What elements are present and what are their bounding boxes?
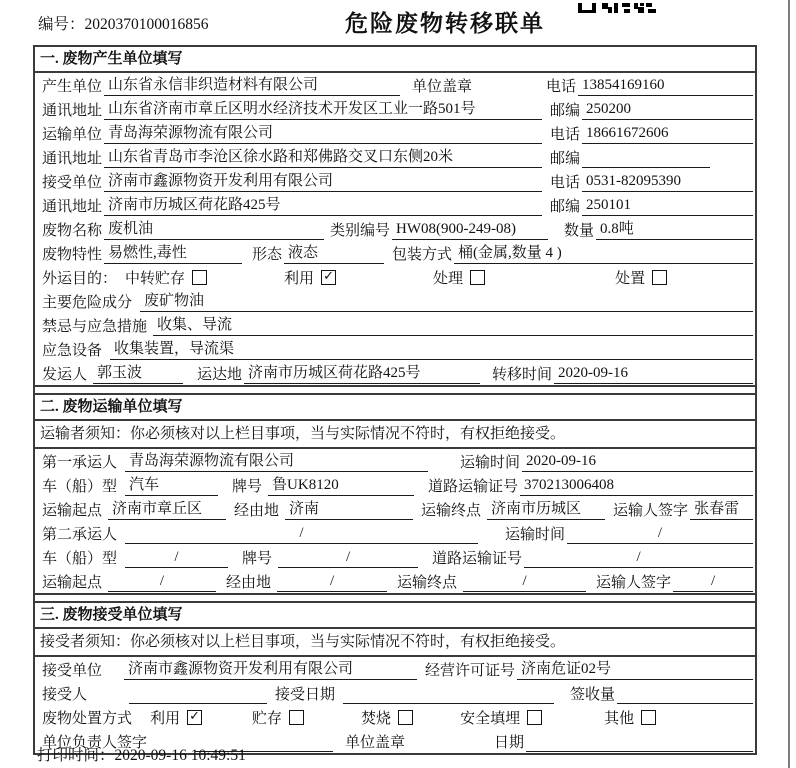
field-label: 第一承运人 [42, 454, 118, 471]
row-transport-unit [35, 121, 755, 145]
waste-traits-value: 易燃性,毒性 [104, 243, 242, 264]
checkbox-disposal-other [641, 710, 656, 725]
row-transport-address [35, 145, 755, 169]
section-divider [35, 593, 755, 601]
field-label: 牌号 [232, 478, 263, 495]
field-label: 通讯地址 [42, 150, 103, 167]
checkbox-disposal-storage [289, 710, 304, 725]
field-label: 邮编 [550, 198, 581, 215]
field-label: 电话 [546, 78, 577, 95]
field-label: 运达地 [197, 366, 243, 383]
row-waste-traits [35, 241, 755, 265]
field-label: 运输单位 [42, 126, 103, 143]
sign-date-value [526, 731, 753, 752]
first-transport-time-value: 2020-09-16 [522, 451, 753, 472]
waste-code-value: HW08(900-249-08) [392, 219, 548, 240]
row-first-route [35, 497, 755, 521]
field-label: 包装方式 [392, 246, 453, 263]
field-label: 转移时间 [492, 366, 553, 383]
row-waste-name [35, 217, 755, 241]
field-label: 接受单位 [42, 662, 103, 679]
disposal-option-label: 贮存 [252, 710, 283, 727]
field-label: 第二承运人 [42, 526, 118, 543]
scan-page-edge [788, 0, 790, 768]
receiver-zip-value: 250101 [582, 195, 753, 216]
first-carrier-value: 青岛海荣源物流有限公司 [125, 451, 428, 472]
field-label: 废物特性 [42, 246, 103, 263]
checkbox-transfer-storage [192, 270, 207, 285]
emergency-equipment-value: 收集装置，导流渠 [110, 339, 753, 360]
second-transporter-signature: / [673, 571, 753, 592]
row-accepting-unit [35, 657, 755, 681]
field-label: 经由地 [226, 574, 272, 591]
first-permit-value: 370213006408 [520, 475, 753, 496]
field-label: 通讯地址 [42, 198, 103, 215]
checkbox-disposal-utilize: ✓ [187, 710, 202, 725]
transport-phone-value: 18661672606 [582, 123, 753, 144]
purpose-option-label: 处理 [433, 270, 464, 287]
checkbox-disposal-incinerate [398, 710, 413, 725]
field-label: 类别编号 [330, 222, 391, 239]
row-taboo-measures [35, 313, 755, 337]
accepting-person-value [129, 683, 267, 704]
purpose-option-label: 中转贮存 [125, 270, 186, 287]
doc-number [38, 12, 209, 34]
field-label: 电话 [550, 126, 581, 143]
field-label: 牌号 [242, 550, 273, 567]
accepting-unit-value: 济南市鑫源物资开发利用有限公司 [124, 659, 417, 680]
transport-zip-value [582, 147, 710, 168]
second-vehicle-type-value: / [125, 547, 228, 568]
field-label: 禁忌与应急措施 [42, 318, 148, 335]
field-label: 接受日期 [275, 686, 336, 703]
producer-phone-value: 13854169160 [578, 75, 753, 96]
taboo-measures-value: 收集、导流 [153, 315, 753, 336]
field-label: 外运目的： [42, 270, 118, 287]
field-label: 运输时间 [460, 454, 521, 471]
field-label: 废物处置方式 [42, 710, 133, 727]
second-route-end-value: / [463, 571, 586, 592]
transport-address-value: 山东省青岛市李沧区徐水路和郑佛路交叉口东侧20米 [104, 147, 542, 168]
waste-name-value: 废机油 [104, 219, 324, 240]
second-route-start-value: / [108, 571, 216, 592]
row-producer-unit [35, 73, 755, 97]
first-vehicle-type-value: 汽车 [125, 475, 218, 496]
print-time-label: 打印时间： [37, 747, 115, 764]
producer-unit-value: 山东省永信非织造材料有限公司 [104, 75, 400, 96]
checkbox-dispose [652, 270, 667, 285]
field-label: 运输起点 [42, 502, 103, 519]
field-label: 产生单位 [42, 78, 103, 95]
row-second-vehicle [35, 545, 755, 569]
manifest-table [33, 45, 757, 755]
print-time [37, 743, 246, 765]
purpose-option-label: 处置 [615, 270, 646, 287]
disposal-option-label: 其他 [604, 710, 635, 727]
field-label: 数量 [564, 222, 595, 239]
second-transport-time-value: / [567, 523, 753, 544]
field-label: 道路运输证号 [428, 478, 519, 495]
section-2-header: 二. 废物运输单位填写 [35, 393, 755, 421]
field-label: 邮编 [550, 150, 581, 167]
field-label: 车（船）型 [42, 550, 118, 567]
first-route-via-value: 济南 [285, 499, 413, 520]
checkbox-treat [470, 270, 485, 285]
field-label: 车（船）型 [42, 478, 118, 495]
signed-quantity-value [617, 683, 753, 704]
first-route-end-value: 济南市历城区 [487, 499, 605, 520]
receiver-address-value: 济南市历城区荷花路425号 [104, 195, 542, 216]
field-label: 发运人 [42, 366, 88, 383]
field-label: 运输人签字 [613, 502, 689, 519]
second-carrier-value: / [125, 523, 478, 544]
row-first-carrier [35, 449, 755, 473]
second-permit-value: / [524, 547, 753, 568]
transporter-notice: 运输者须知：你必须核对以上栏目事项，当与实际情况不符时，有权拒绝接受。 [35, 421, 755, 449]
first-route-start-value: 济南市章丘区 [108, 499, 226, 520]
unit-seal-label: 单位盖章 [345, 734, 406, 751]
row-first-vehicle [35, 473, 755, 497]
field-label: 运输人签字 [596, 574, 672, 591]
row-receiver-unit [35, 169, 755, 193]
license-number-value: 济南危证02号 [517, 659, 753, 680]
row-disposal-method [35, 705, 755, 729]
hazard-component-value: 废矿物油 [140, 291, 753, 312]
field-label: 接受单位 [42, 174, 103, 191]
qr-code-fragment [578, 0, 656, 18]
destination-value: 济南市历城区荷花路425号 [244, 363, 480, 384]
producer-address-value: 山东省济南市章丘区明水经济技术开发区工业一路501号 [104, 99, 542, 120]
field-label: 主要危险成分 [42, 294, 133, 311]
field-label: 废物名称 [42, 222, 103, 239]
purpose-option-label: 利用 [284, 270, 315, 287]
row-second-route [35, 569, 755, 593]
row-second-carrier [35, 521, 755, 545]
dispatcher-name-value: 郭玉波 [93, 363, 183, 384]
first-plate-value: 鲁UK8120 [268, 475, 414, 496]
producer-zip-value: 250200 [582, 99, 753, 120]
field-label: 电话 [550, 174, 581, 191]
receiver-notice: 接受者须知：你必须核对以上栏目事项，当与实际情况不符时，有权拒绝接受。 [35, 629, 755, 657]
second-route-via-value: / [277, 571, 387, 592]
second-plate-value: / [278, 547, 418, 568]
doc-number-label: 编号： [38, 16, 85, 33]
transfer-time-value: 2020-09-16 [554, 363, 753, 384]
receiver-unit-value: 济南市鑫源物资开发利用有限公司 [104, 171, 542, 192]
disposal-option-label: 利用 [150, 710, 181, 727]
form-title: 危险废物转移联单 [345, 11, 545, 36]
field-label: 签收量 [570, 686, 616, 703]
row-hazard-component [35, 289, 755, 313]
waste-qty-value: 0.8吨 [596, 219, 753, 240]
checkbox-utilize: ✓ [321, 270, 336, 285]
field-label: 应急设备 [42, 342, 103, 359]
waste-form-value: 液态 [284, 243, 384, 264]
field-label: 运输起点 [42, 574, 103, 591]
field-label: 经由地 [234, 502, 280, 519]
row-emergency-equipment [35, 337, 755, 361]
row-transfer-purpose [35, 265, 755, 289]
row-producer-address [35, 97, 755, 121]
field-label: 邮编 [550, 102, 581, 119]
field-label: 运输终点 [397, 574, 458, 591]
field-label: 运输终点 [421, 502, 482, 519]
disposal-option-label: 焚烧 [361, 710, 392, 727]
field-label: 接受人 [42, 686, 88, 703]
section-1-header: 一. 废物产生单位填写 [35, 47, 755, 73]
print-time-value: 2020-09-16 10:49:51 [114, 747, 246, 764]
doc-number-value: 2020370100016856 [84, 16, 209, 33]
field-label: 通讯地址 [42, 102, 103, 119]
field-label: 运输时间 [505, 526, 566, 543]
accept-date-value [343, 683, 554, 704]
section-3-header: 三. 废物接受单位填写 [35, 601, 755, 629]
transport-unit-value: 青岛海荣源物流有限公司 [104, 123, 542, 144]
field-label: 形态 [252, 246, 283, 263]
field-label: 日期 [494, 734, 525, 751]
field-label: 经营许可证号 [425, 662, 516, 679]
row-receipt [35, 681, 755, 705]
field-label: 道路运输证号 [432, 550, 523, 567]
section-divider [35, 385, 755, 393]
first-transporter-signature: 张春雷 [690, 499, 753, 520]
row-dispatcher [35, 361, 755, 385]
checkbox-disposal-landfill [527, 710, 542, 725]
disposal-option-label: 安全填埋 [460, 710, 521, 727]
waste-pack-value: 桶(金属,数量 4 ) [454, 243, 753, 264]
unit-seal-label: 单位盖章 [412, 78, 473, 95]
receiver-phone-value: 0531-82095390 [582, 171, 753, 192]
row-receiver-address [35, 193, 755, 217]
field-label: 单位负责人签字 [42, 734, 148, 751]
